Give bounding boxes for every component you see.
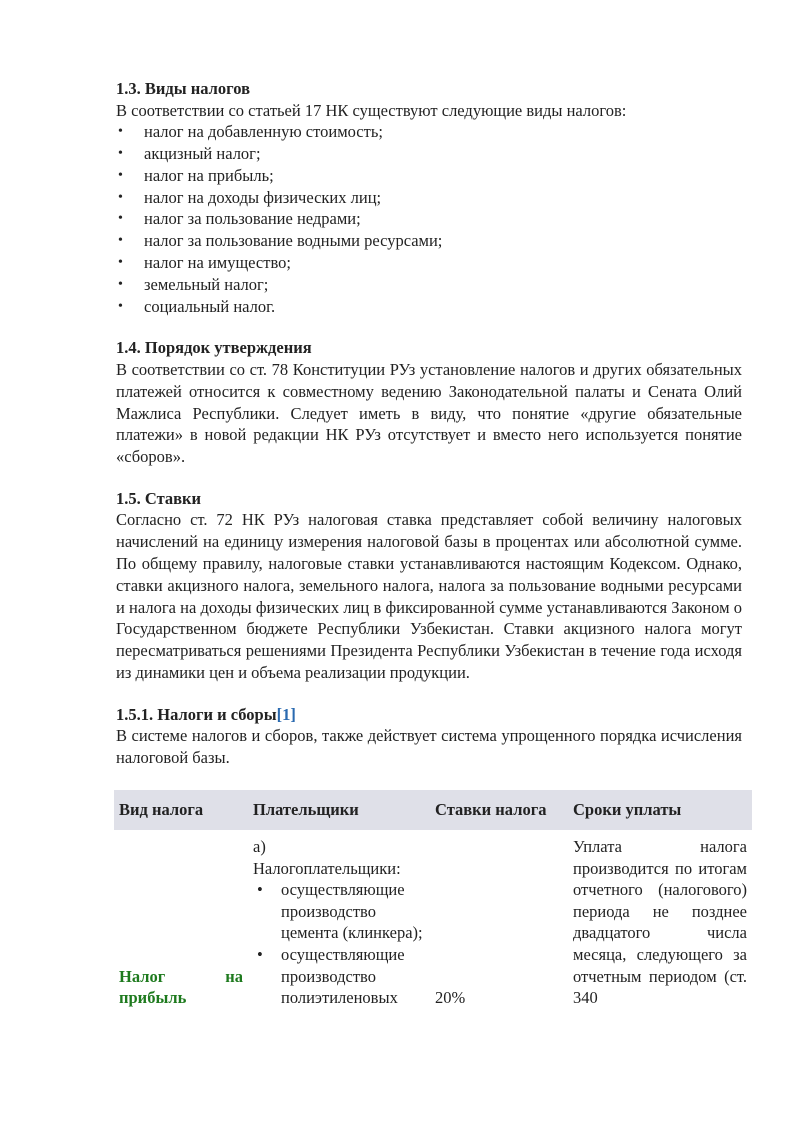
tax-name-cell: Налог на прибыль — [119, 966, 243, 1008]
tax-table — [114, 790, 752, 1009]
section-heading-taxes-fees — [116, 704, 742, 726]
rate-cell: 20% — [435, 988, 466, 1008]
column-header: Вид налога — [114, 790, 248, 830]
list-item: • налог на имущество; — [116, 252, 742, 274]
list-item: • налог на доходы физических лиц; — [116, 187, 742, 209]
list-item: • социальный налог. — [116, 296, 742, 318]
list-item: • налог на прибыль; — [116, 165, 742, 187]
section-heading-tax-types: 1.3. Виды налогов — [116, 79, 250, 98]
payers-list — [253, 879, 425, 1009]
column-header: Ставки налога — [430, 790, 568, 830]
section-heading-approval: 1.4. Порядок утверждения — [116, 338, 312, 358]
approval-paragraph: В соответствии со ст. 78 Конституции РУз установление налогов и других обязательных платежей относится к совместному ведению Законодательной палаты и Сената Олий Мажлиса Республики. Следует иметь в виду, что понятие «другие обязательные платежи» в новой редакции НК РУз отсутствует и вместо него используется понятие «сборов». — [116, 359, 742, 467]
tax-types-intro: В соответствии со статьей 17 НК существуют следующие виды налогов: — [116, 100, 627, 120]
terms-cell: Уплата налога производится по итогам отчетного (налогового) периода не позднее двадцатого числа месяца, следующего за отчетным периодом (ст. 340 — [573, 837, 747, 1008]
footnote-link[interactable]: [1] — [276, 704, 296, 724]
rates-paragraph: Согласно ст. 72 НК РУз налоговая ставка представляет собой величину налоговых начислений на единицу измерения налоговой базы в процентах или абсолютной сумме. По общему правилу, налоговые ставки устанавливаются настоящим Кодексом. Однако, ставки акцизного налога, земельного налога, налога за пользование водными ресурсами и налога на доходы физических лиц в фиксированной сумме устанавливаются Законом о Государственном бюджете Республики Узбекистан. Ставки акцизного налога могут пересматриваться решениями Президента Республики Узбекистан в течение года исходя из динамики цен и объема реализации продукции. — [116, 510, 742, 683]
list-item: • акцизный налог; — [116, 143, 742, 165]
list-item: • налог на добавленную стоимость; — [116, 121, 742, 143]
column-header: Плательщики — [248, 790, 430, 830]
table-row — [114, 830, 752, 1009]
payers-prefix: а) — [253, 837, 266, 856]
taxes-fees-paragraph: В системе налогов и сборов, также действует система упрощенного порядка исчисления налоговой базы. — [116, 726, 742, 768]
table-header-row — [114, 790, 752, 830]
section-heading-rates: 1.5. Ставки — [116, 488, 202, 508]
payers-cell — [248, 830, 430, 1009]
heading-text: 1.5.1. Налоги и сборы — [116, 704, 277, 724]
payers-label: Налогоплательщики: — [253, 858, 401, 878]
list-item: • налог за пользование недрами; — [116, 208, 742, 230]
tax-types-list — [116, 121, 742, 317]
list-item: • осуществляющие производство полиэтиленовых — [253, 944, 425, 1009]
column-header: Сроки уплаты — [568, 790, 752, 830]
list-item: • налог за пользование водными ресурсами; — [116, 230, 742, 252]
document-page — [116, 78, 742, 769]
list-item: • земельный налог; — [116, 274, 742, 296]
list-item: • осуществляющие производство цемента (клинкера); — [253, 879, 425, 944]
